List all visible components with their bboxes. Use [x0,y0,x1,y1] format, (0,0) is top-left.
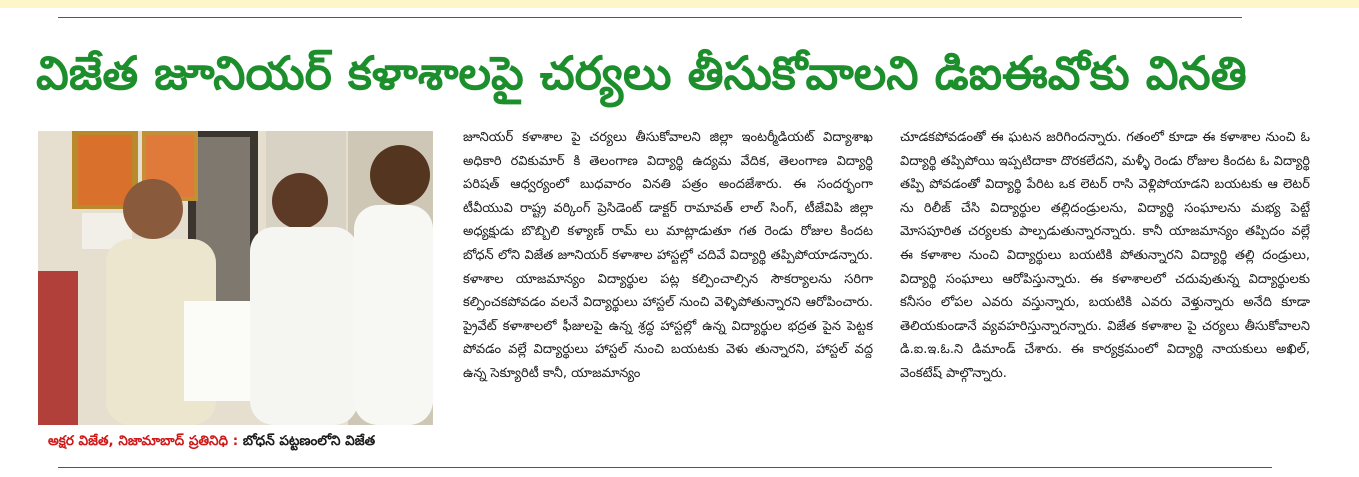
top-rule [58,17,1242,18]
article-column-2: చూడకపోవడంతో ఈ ఘటన జరిగిందన్నారు. గతంలో కూడా ఈ కళాశాల నుంచి ఓ విద్యార్థి తప్పిపోయి ఇప్పటిదాకా దొరకలేదని, మళ్ళీ రెండు రోజుల కిందట ఓ విద్యార్థి తప్పి పోవడంతో విద్యార్థి పేరిట ఒక లెటర్ రాసి వెళ్లిపోయాడని బయటకు ఆ లెటర్ ను రిలీజ్ చేసి విద్యార్థుల తల్లిదండ్రులను, విద్యార్థి సంఘాలను మభ్య పెట్టే మోసపూరిత చర్యలకు పాల్పడుతున్నారన్నారు. కానీ యాజమాన్యం తప్పిదం వల్లే ఈ కళాశాల నుంచి విద్యార్థులు బయటికి పోతున్నారని విద్యార్థి తల్లి దండ్రులు, విద్యార్థి సంఘాలు ఆరోపిస్తున్నారు. ఈ కళాశాలలో చదువుతున్న విద్యార్థులకు కనీసం లోపల ఎవరు వస్తున్నారు, బయటికి ఎవరు వెళ్తున్నారు అనేది కూడా తెలియకుండానే వ్యవహరిస్తున్నారన్నారు. విజేత కళాశాల పై చర్యలు తీసుకోవాలని డి.ఐ.ఇ.ఓ.ని డిమాండ్ చేశారు. ఈ కార్యక్రమంలో విద్యార్థి నాయకులు అఖిల్, వెంకటేష్ పాల్గొన్నారు. [900,130,1310,381]
news-photo [38,131,433,425]
photo-caption [48,430,448,452]
caption-credit: అక్షర విజేత, నిజామాబాద్ ప్రతినిధి : [48,433,239,449]
article-column-1: జూనియర్ కళాశాల పై చర్యలు తీసుకోవాలని జిల్లా ఇంటర్మీడియట్ విద్యాశాఖ అధికారి రవికుమార్ కి తెలంగాణ విద్యార్థి ఉద్యమ వేదిక, తెలంగాణ విద్యార్థి పరిషత్ ఆధ్వర్యంలో బుధవారం వినతి పత్రం అందజేశారు. ఈ సందర్భంగా టీవీయువి రాష్ట్ర వర్కింగ్ ప్రెసిడెంట్ డాక్టర్ రామావత్ లాల్ సింగ్, టీజేవిపి జిల్లా అధ్యక్షుడు బొబ్బిలి కళ్యాణ్ రామ్ లు మాట్లాడుతూ గత రెండు రోజుల కిందట బోధన్ లోని విజేత జూనియర్ కళాశాల హాస్టల్లో చదివే విద్యార్థి తప్పిపోయాడన్నారు. కళాశాల యాజమాన్యం విద్యార్థుల పట్ల కల్పించాల్సిన సౌకర్యాలను సరిగా కల్పించకపోవడం వలనే విద్యార్థులు హాస్టల్ నుంచి వెళ్ళిపోతున్నారని ఆరోపించారు. ప్రైవేట్ కళాశాలలో ఫీజులపై ఉన్న శ్రద్ధ హాస్టల్లో ఉన్న విద్యార్థుల భద్రత పైన పెట్టక పోవడం వల్లే విద్యార్థులు హాస్టల్ నుంచి బయటకు వెళు తున్నారని, హాస్టల్ వద్ద ఉన్న సెక్యూరిటీ కానీ, యాజమాన్యం [463,130,873,381]
top-strip [0,0,1359,8]
bottom-rule [58,467,1272,468]
caption-lead: బోధన్ పట్టణంలోని విజేత [238,433,376,449]
headline: విజేత జూనియర్ కళాశాలపై చర్యలు తీసుకోవాలని డిఐఈవోకు వినతి [36,46,1247,100]
